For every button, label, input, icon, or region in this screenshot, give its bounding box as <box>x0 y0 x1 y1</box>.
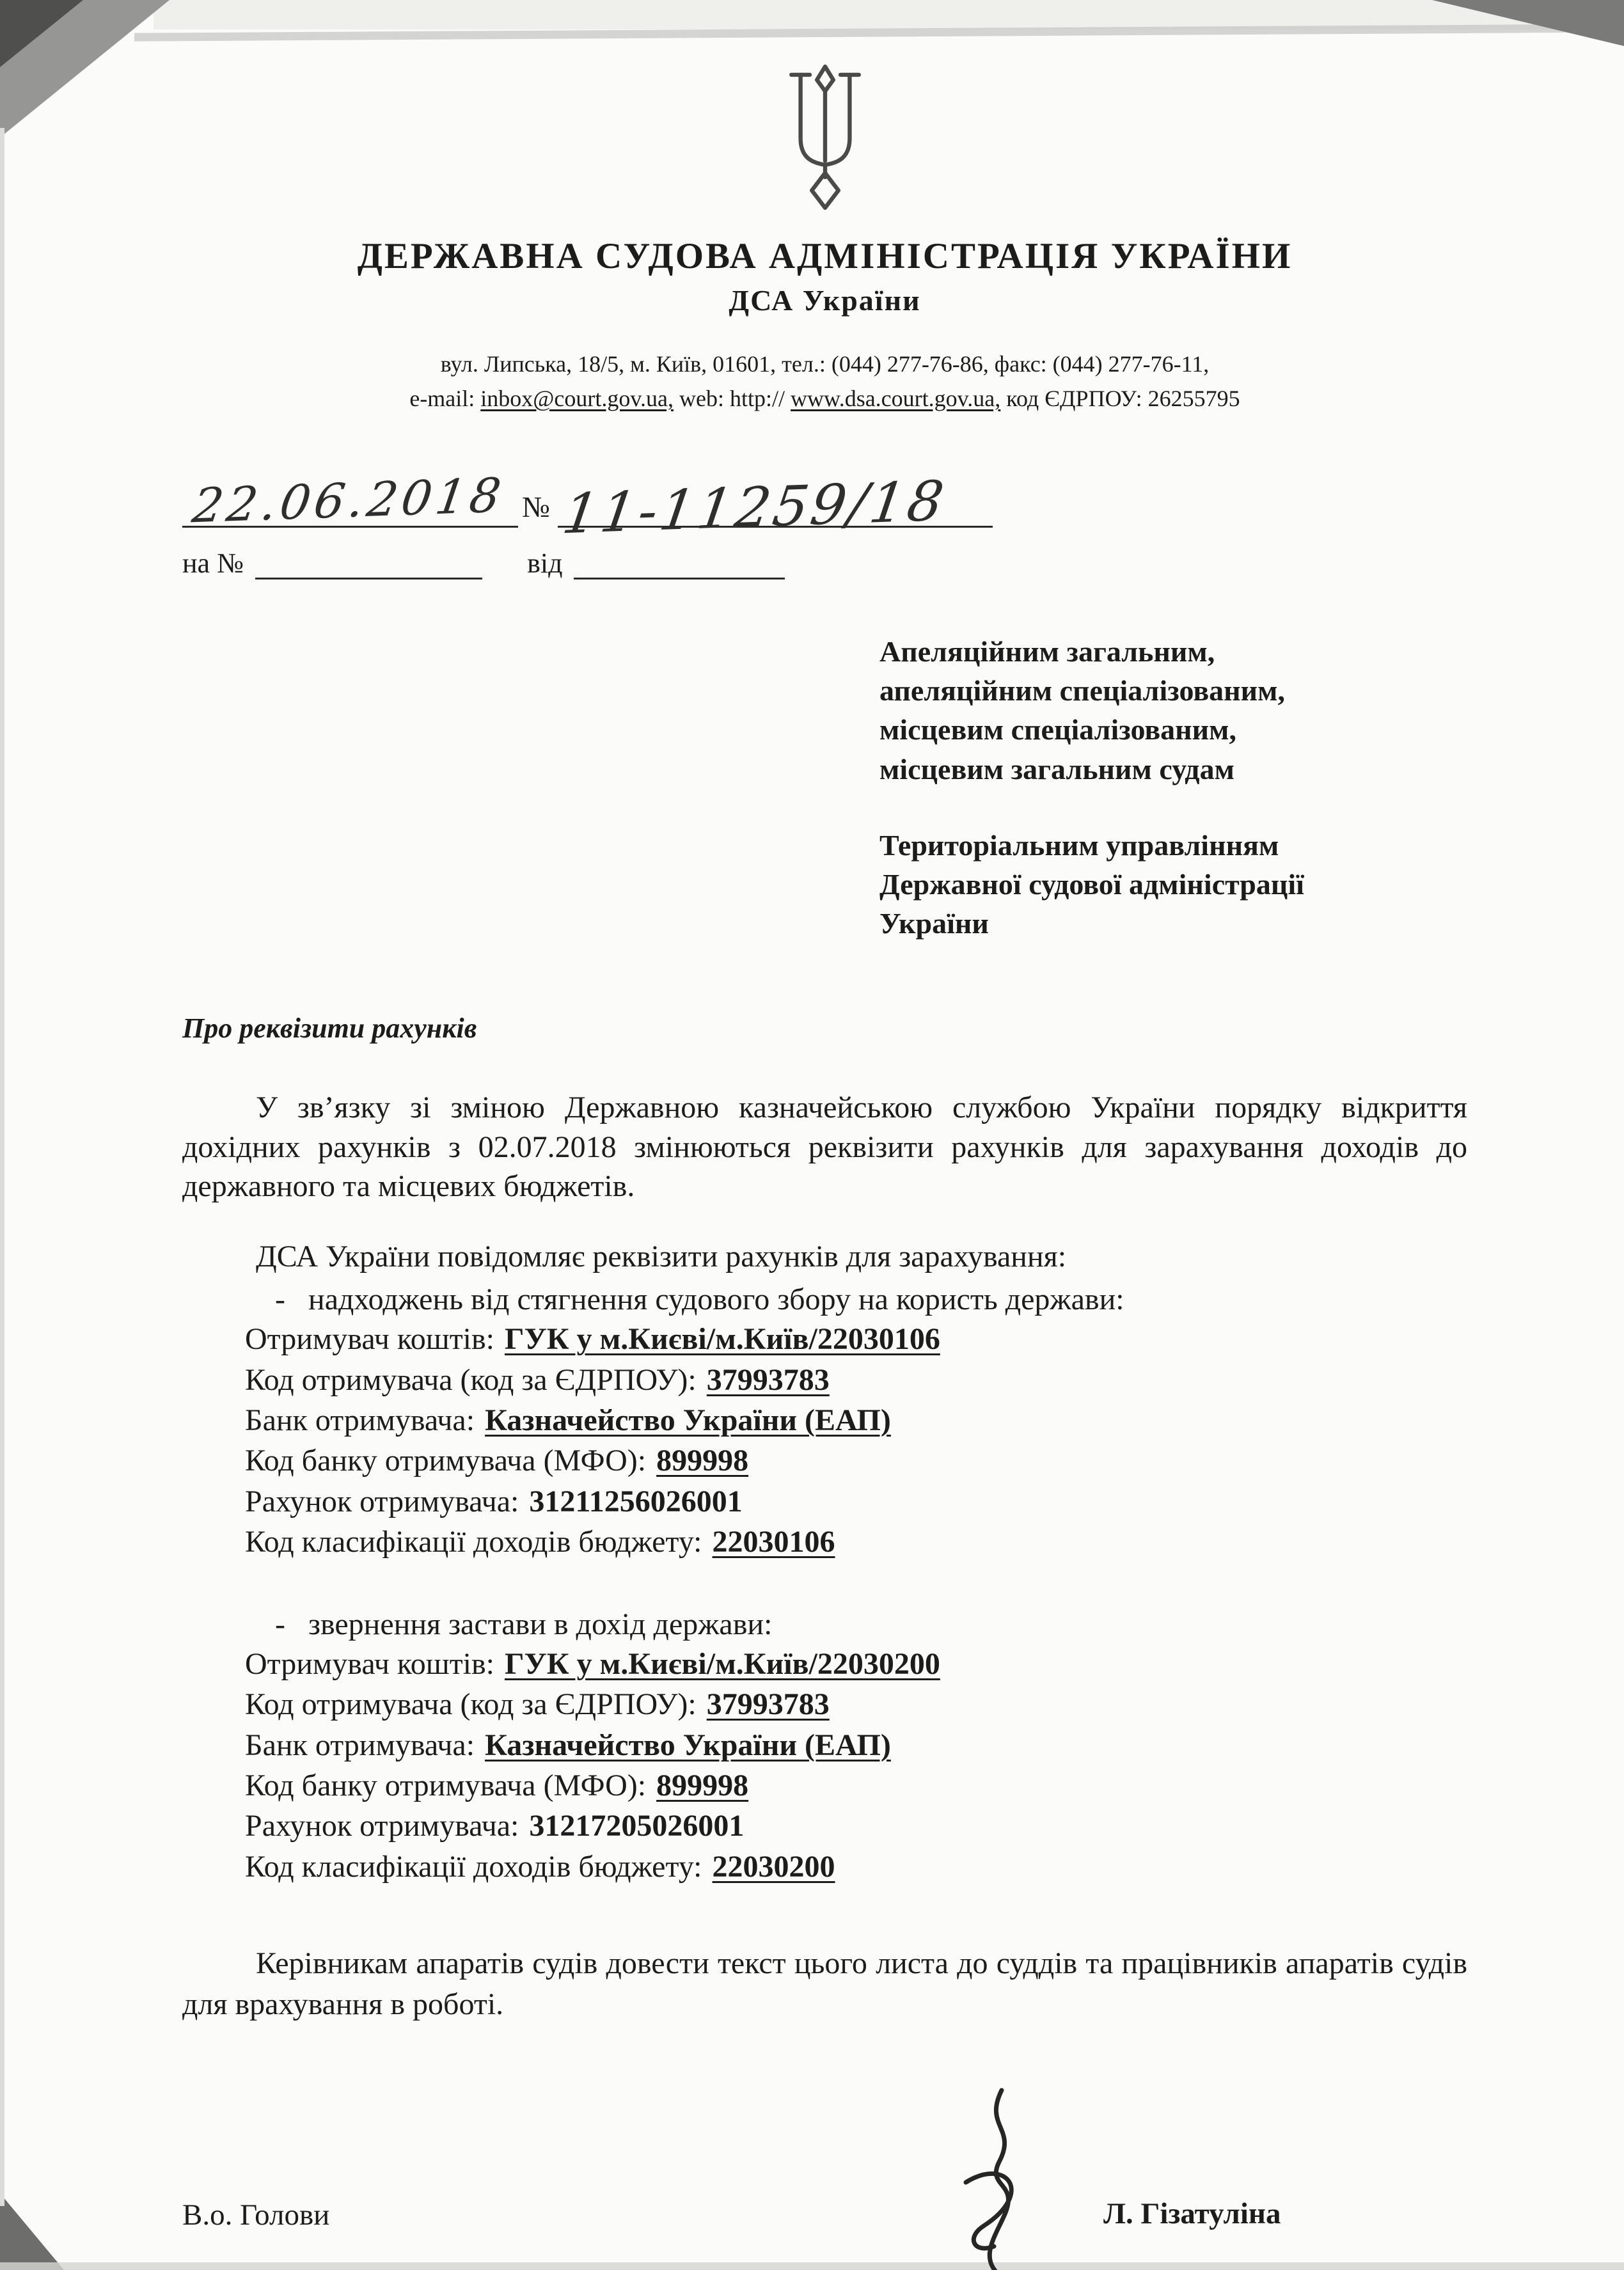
detail-row <box>245 1847 1467 1887</box>
paragraph-intro: ДСА України повідомляє реквізити рахунків для зарахування: <box>256 1239 1067 1273</box>
closing-paragraph: Керівникам апаратів судів довести текст цього листа до суддів та працівників апаратів судів для врахування в роботі. <box>182 1946 1467 2021</box>
na-blank-line <box>255 544 482 579</box>
detail-value: ГУК у м.Києві/м.Київ/22030200 <box>505 1646 940 1681</box>
ref-date-handwritten: 22.06.2018 <box>189 468 508 534</box>
detail-row <box>245 1400 1467 1440</box>
signer-position: В.о. Голови <box>182 2198 330 2232</box>
paragraph-1: У зв’язку зі зміною Державною казначейською службою України порядку відкриття дохідних рахунків з 02.07.2018 змінюються реквізити рахунків для зарахування доходів до державного та місцевих бюджетів. <box>182 1091 1467 1204</box>
address-block <box>182 347 1467 416</box>
recipient-line: Апеляційним загальним, <box>879 635 1215 668</box>
section-heading-text: надходжень від стягнення судового збору на користь держави: <box>308 1282 1124 1316</box>
web-label: web: http:// <box>679 386 785 411</box>
email-link: inbox@court.gov.ua, <box>480 386 674 411</box>
edrpou-code: код ЄДРПОУ: 26255795 <box>1006 386 1240 411</box>
detail-label: Рахунок отримувача: <box>245 1484 519 1518</box>
vid-label: від <box>527 548 563 579</box>
detail-label: Рахунок отримувача: <box>245 1809 519 1843</box>
detail-label: Отримувач коштів: <box>245 1646 494 1681</box>
subject-line: Про реквізити рахунків <box>182 1013 477 1044</box>
detail-row <box>245 1481 1467 1522</box>
detail-row <box>245 1440 1467 1481</box>
number-blank-line <box>558 449 993 547</box>
detail-row <box>245 1644 1467 1684</box>
detail-value: 31217205026001 <box>529 1809 745 1843</box>
recipient-line: апеляційним спеціалізованим, <box>879 674 1286 707</box>
section-heading-text: звернення застави в дохід держави: <box>308 1607 773 1641</box>
detail-value: 899998 <box>656 1769 749 1803</box>
signer-name: Л. Гізатуліна <box>1103 2196 1281 2230</box>
scan-corner-bottom-left <box>0 2193 64 2270</box>
recipients-block-courts <box>879 632 1467 789</box>
detail-label: Код банку отримувача (МФО): <box>245 1769 647 1803</box>
detail-value: Казначейство України (ЕАП) <box>485 1403 891 1438</box>
recipient-line: місцевим загальним судам <box>879 752 1234 785</box>
detail-row <box>245 1319 1467 1359</box>
recipient-line: України <box>879 907 989 940</box>
scan-edge-left <box>0 128 4 2206</box>
org-abbr: ДСА України <box>729 284 921 317</box>
detail-value: ГУК у м.Києві/м.Київ/22030106 <box>505 1322 940 1357</box>
detail-label: Банк отримувача: <box>245 1403 475 1438</box>
detail-row <box>245 1522 1467 1562</box>
detail-value: 22030200 <box>712 1849 835 1884</box>
detail-value: 37993783 <box>706 1687 830 1722</box>
recipients-block-territorial <box>879 826 1467 943</box>
letter-content <box>182 0 1467 2270</box>
number-sign: № <box>522 491 550 523</box>
recipient-line: Державної судової адміністрації <box>879 867 1304 901</box>
detail-value: 31211256026001 <box>529 1484 743 1518</box>
detail-label: Отримувач коштів: <box>245 1322 494 1357</box>
detail-row <box>245 1765 1467 1806</box>
emblem-wrap <box>182 59 1467 219</box>
ref-number-handwritten: 11-11259/18 <box>558 469 950 547</box>
section-1-heading <box>182 1280 1467 1319</box>
signature-block <box>182 2121 1467 2270</box>
reference-row-2 <box>182 544 1467 579</box>
contact-line <box>182 381 1467 416</box>
bullet-dash: - <box>275 1607 285 1641</box>
address-line: вул. Липська, 18/5, м. Київ, 01601, тел.: (044) 277-76-86, факс: (044) 277-76-11, <box>440 351 1210 377</box>
org-name: ДЕРЖАВНА СУДОВА АДМІНІСТРАЦІЯ УКРАЇНИ <box>357 236 1293 276</box>
detail-value: Казначейство України (ЕАП) <box>485 1728 891 1762</box>
detail-label: Код банку отримувача (МФО): <box>245 1444 647 1478</box>
reference-row <box>182 451 1467 547</box>
detail-label: Код класифікації доходів бюджету: <box>245 1849 702 1884</box>
detail-row <box>245 1360 1467 1400</box>
section-2-heading <box>182 1605 1467 1644</box>
detail-label: Код отримувача (код за ЄДРПОУ): <box>245 1687 697 1722</box>
detail-label: Код класифікації доходів бюджету: <box>245 1525 702 1559</box>
vid-blank-line <box>574 544 785 579</box>
na-label: на № <box>182 548 244 579</box>
email-label: e-mail: <box>409 386 475 411</box>
detail-value: 22030106 <box>712 1525 835 1559</box>
recipient-line: Територіальним управлінням <box>879 828 1279 862</box>
tryzub-emblem-icon <box>774 59 876 216</box>
detail-label: Банк отримувача: <box>245 1728 475 1762</box>
detail-row <box>245 1806 1467 1846</box>
detail-value: 37993783 <box>706 1362 830 1397</box>
detail-label: Код отримувача (код за ЄДРПОУ): <box>245 1362 697 1397</box>
signature-scribble <box>927 2083 1075 2270</box>
detail-value: 899998 <box>656 1444 749 1478</box>
web-link: www.dsa.court.gov.ua, <box>791 386 1001 411</box>
recipient-line: місцевим спеціалізованим, <box>879 713 1236 746</box>
date-blank-line <box>182 449 518 534</box>
bullet-dash: - <box>275 1282 285 1316</box>
detail-row <box>245 1725 1467 1765</box>
detail-row <box>245 1684 1467 1724</box>
